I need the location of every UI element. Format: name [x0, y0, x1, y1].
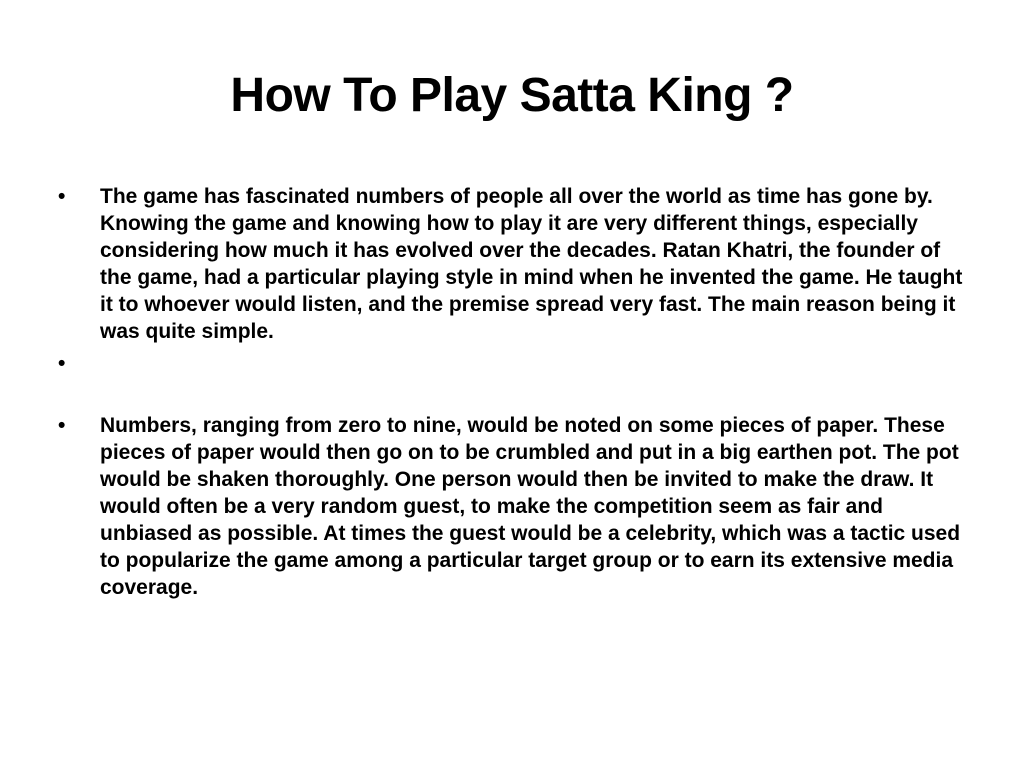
bullet-text: The game has fascinated numbers of people all over the world as time has gone by. Knowing the game and knowing how to play it are very different things, especially considering how much it has evolved over the decades. Ratan Khatri, the founder of the game, had a particular playing style in mind when he invented the game. He taught it to whoever would listen, and the premise spread very fast. The main reason being it was quite simple.: [100, 185, 963, 343]
bullet-icon: •: [58, 414, 66, 437]
bullet-icon: •: [58, 185, 66, 208]
bullet-icon: •: [58, 352, 66, 375]
bullet-item: [58, 183, 970, 345]
bullet-list: [58, 183, 970, 606]
bullet-item: [58, 350, 970, 377]
bullet-item: [58, 412, 970, 601]
bullet-text: Numbers, ranging from zero to nine, would be noted on some pieces of paper. These pieces of paper would then go on to be crumbled and put in a big earthen pot. The pot would be shaken thoroughly. One person would then be invited to make the draw. It would often be a very random guest, to make the competition seem as fair and unbiased as possible. At times the guest would be a celebrity, which was a tactic used to popularize the game among a particular target group or to earn its extensive media coverage.: [100, 414, 961, 599]
slide-title: How To Play Satta King ?: [230, 69, 794, 122]
